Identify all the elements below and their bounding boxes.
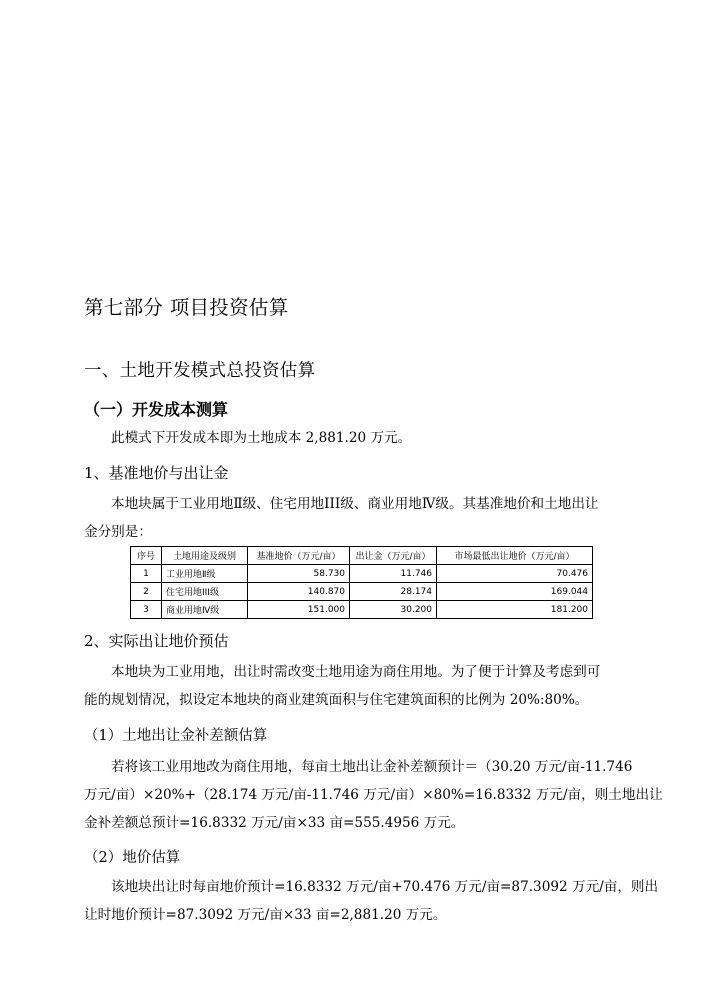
cell-market-min-price: 181.200 — [437, 601, 593, 619]
header-index: 序号 — [131, 547, 162, 565]
cell-base-price: 58.730 — [248, 565, 350, 583]
cell-index: 2 — [131, 583, 162, 601]
cell-market-min-price: 70.476 — [437, 565, 593, 583]
section-heading-land-development: 一、土地开发模式总投资估算 — [84, 361, 316, 381]
subsection-heading-cost: （一）开发成本测算 — [84, 400, 229, 419]
difference-paragraph-line2: 万元/亩）×20%+（28.174 万元/亩-11.746 万元/亩）×80%=16.8332 万元/亩，则土地出让 — [84, 787, 663, 803]
cell-base-price: 140.870 — [248, 583, 350, 601]
cell-land-use: 商业用地Ⅳ级 — [162, 601, 248, 619]
land-price-paragraph-line2: 让时地价预计=87.3092 万元/亩×33 亩=2,881.20 万元。 — [84, 907, 447, 923]
header-market-min-price: 市场最低出让地价（万元/亩） — [437, 547, 593, 565]
cell-market-min-price: 169.044 — [437, 583, 593, 601]
header-base-price: 基准地价（万元/亩） — [248, 547, 350, 565]
intro-paragraph: 此模式下开发成本即为土地成本 2,881.20 万元。 — [111, 430, 412, 446]
cell-transfer-fee: 30.200 — [350, 601, 437, 619]
cell-transfer-fee: 11.746 — [350, 565, 437, 583]
header-land-use: 土地用途及级别 — [162, 547, 248, 565]
heading-transfer-fee-difference: （1）土地出让金补差额估算 — [84, 728, 268, 744]
table-row — [131, 565, 593, 583]
difference-paragraph-line3: 金补差额总预计=16.8332 万元/亩×33 亩=555.4956 万元。 — [84, 815, 465, 831]
actual-price-paragraph-line2: 能的规划情况，拟设定本地块的商业建筑面积与住宅建筑面积的比例为 20%:80%。 — [84, 692, 589, 708]
heading-actual-price: 2、实际出让地价预估 — [84, 632, 229, 650]
land-price-table — [130, 546, 593, 619]
cell-land-use: 住宅用地III级 — [162, 583, 248, 601]
heading-base-price: 1、基准地价与出让金 — [84, 464, 229, 482]
heading-land-price-estimate: （2）地价估算 — [84, 850, 181, 866]
actual-price-paragraph-line1: 本地块为工业用地，出让时需改变土地用途为商住用地。为了便于计算及考虑到可 — [111, 664, 601, 680]
land-price-paragraph-line1: 该地块出让时每亩地价预计=16.8332 万元/亩+70.476 万元/亩=87.3092 万元/亩，则出 — [111, 879, 659, 895]
table-row — [131, 601, 593, 619]
cell-land-use: 工业用地Ⅱ级 — [162, 565, 248, 583]
cell-base-price: 151.000 — [248, 601, 350, 619]
base-price-paragraph-line1: 本地块属于工业用地Ⅱ级、住宅用地III级、商业用地Ⅳ级。其基准地价和土地出让 — [111, 496, 599, 512]
difference-paragraph-line1: 若将该工业用地改为商住用地，每亩土地出让金补差额预计＝（30.20 万元/亩-11.746 — [111, 759, 633, 775]
table-row — [131, 583, 593, 601]
header-transfer-fee: 出让金（万元/亩） — [350, 547, 437, 565]
part-title: 第七部分 项目投资估算 — [84, 296, 289, 319]
cell-transfer-fee: 28.174 — [350, 583, 437, 601]
cell-index: 3 — [131, 601, 162, 619]
table-header-row — [131, 547, 593, 565]
base-price-paragraph-line2: 金分别是： — [84, 524, 152, 540]
cell-index: 1 — [131, 565, 162, 583]
